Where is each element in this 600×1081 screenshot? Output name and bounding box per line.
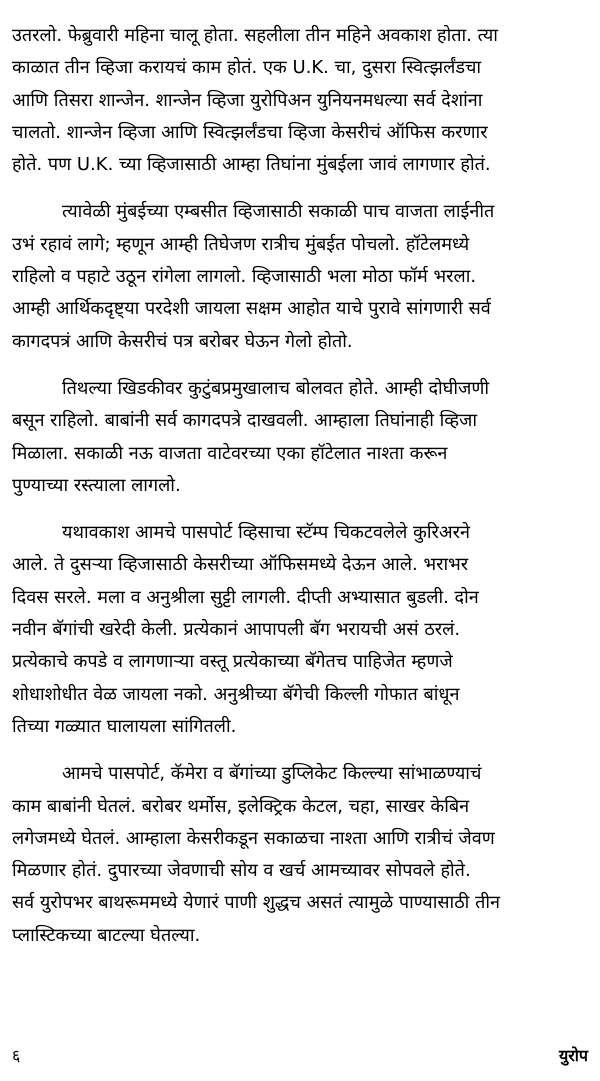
text-line: उभं रहावं लागे; म्हणून आम्ही तिघेजण रात्रीच मुंबईत पोचलो. हॉटेलमध्ये (12, 233, 470, 255)
text-line: तिथल्या खिडकीवर कुटुंबप्रमुखालाच बोलवत होते. आम्ही दोघीजणी (62, 377, 490, 399)
text-line: आमचे पासपोर्ट, कॅमेरा व बॅगांच्या डुप्लिकेट किल्ल्या सांभाळण्याचं (62, 763, 482, 785)
text-line: चालतो. शान्जेन व्हिजा आणि स्वित्झर्लंडचा व्हिजा केसरीचं ऑफिस करणार (12, 121, 488, 143)
text-line: बसून राहिलो. बाबांनी सर्व कागदपत्रे दाखवली. आम्हाला तिघांनाही व्हिजा (12, 410, 478, 432)
text-line: शोधाशोधीत वेळ जायला नको. अनुश्रीच्या बॅगेची किल्ली गोफात बांधून (12, 683, 460, 705)
page-number: ६ (12, 1046, 21, 1065)
text-line: सर्व युरोपभर बाथरूममध्ये येणारं पाणी शुद्धच असतं त्यामुळे पाण्यासाठी तीन (12, 892, 500, 914)
text-line: राहिलो व पहाटे उठून रांगेला लागलो. व्हिजासाठी भला मोठा फॉर्म भरला. (12, 266, 477, 288)
text-line: नवीन बॅगांची खरेदी केली. प्रत्येकानं आपापली बॅग भरायची असं ठरलं. (12, 619, 461, 641)
text-line: मिळणार होतं. दुपारच्या जेवणाची सोय व खर्च आमच्यावर सोपवले होते. (12, 860, 471, 882)
text-line: प्रत्येकाचे कपडे व लागणाऱ्या वस्तू प्रत्येकाच्या बॅगेतच पाहिजेत म्हणजे (12, 651, 453, 673)
paragraph-4 (12, 517, 590, 743)
text-line: त्यावेळी मुंबईच्या एम्बसीत व्हिजासाठी सकाळी पाच वाजता लाईनीत (62, 201, 495, 223)
text-line: उतरलो. फेब्रुवारी महिना चालू होता. सहलीला तीन महिने अवकाश होता. त्या (12, 25, 498, 46)
paragraph-5 (12, 758, 590, 952)
text-line: पुण्याच्या रस्त्याला लागलो. (12, 474, 181, 496)
paragraph-2 (12, 196, 590, 357)
text-line: तिच्या गळ्यात घालायला सांगितली. (12, 715, 237, 737)
text-line: लगेजमध्ये घेतलं. आम्हाला केसरीकडून सकाळचा नाश्ता आणि रात्रीचं जेवण (12, 827, 495, 849)
text-line: आम्ही आर्थिकदृष्ट्या परदेशी जायला सक्षम आहोत याचे पुरावे सांगणारी सर्व (12, 298, 491, 320)
text-line: यथावकाश आमचे पासपोर्ट व्हिसाचा स्टॅम्प चिकटवलेले कुरिअरने (62, 522, 471, 544)
paragraph-1 (12, 20, 590, 181)
page-footer (12, 1042, 588, 1070)
text-line: काम बाबांनी घेतलं. बरोबर थर्मोस, इलेक्ट्रिक केटल, चहा, साखर केबिन (12, 795, 470, 817)
body-text (12, 20, 590, 967)
paragraph-3 (12, 373, 590, 502)
text-line: आले. ते दुसऱ्या व्हिजासाठी केसरीच्या ऑफिसमध्ये देऊन आले. भराभर (12, 554, 469, 576)
text-line: काळात तीन व्हिजा करायचं काम होतं. एक U.K. चा, दुसरा स्वित्झर्लंडचा (12, 57, 482, 79)
text-line: कागदपत्रं आणि केसरीचं पत्र बरोबर घेऊन गेलो होतो. (12, 330, 353, 352)
text-line: आणि तिसरा शान्जेन. शान्जेन व्हिजा युरोपिअन युनियनमधल्या सर्व देशांना (12, 89, 483, 111)
text-line: मिळाला. सकाळी नऊ वाजता वाटेवरच्या एका हॉटेलात नाश्ता करून (12, 442, 448, 464)
text-line: होते. पण U.K. च्या व्हिजासाठी आम्हा तिघांना मुंबईला जावं लागणार होतं. (12, 154, 491, 176)
text-line: प्लास्टिकच्या बाटल्या घेतल्या. (12, 924, 201, 946)
running-head: युरोप (558, 1046, 588, 1065)
text-line: दिवस सरले. मला व अनुश्रीला सुट्टी लागली. दीप्ती अभ्यासात बुडली. दोन (12, 586, 479, 608)
